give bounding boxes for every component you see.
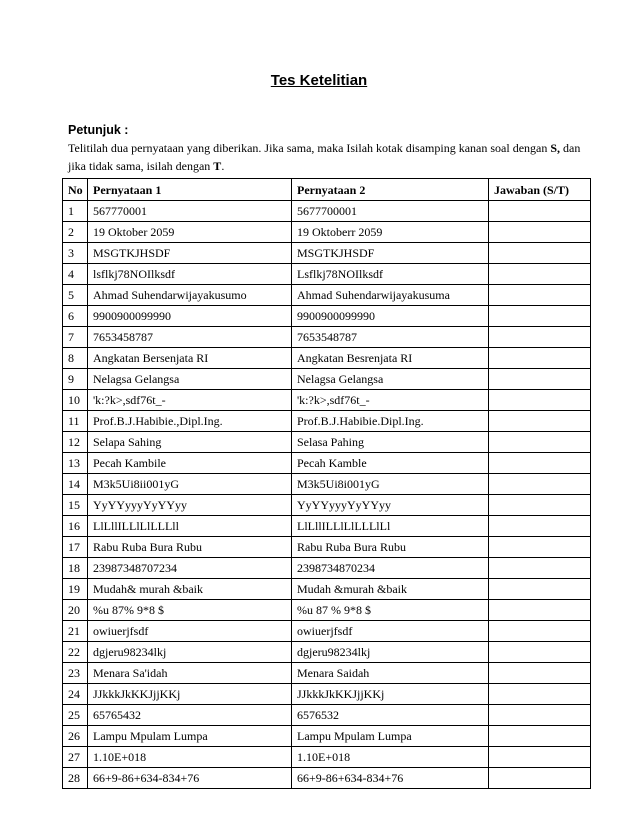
cell-answer[interactable] <box>489 453 591 474</box>
instructions-part1: Telitilah dua pernyataan yang diberikan. Jika sama, maka Isilah kotak disamping kanan soal dengan <box>68 141 551 155</box>
cell-number: 9 <box>63 369 88 390</box>
cell-statement2: Angkatan Besrenjata RI <box>292 348 489 369</box>
cell-number: 23 <box>63 663 88 684</box>
table-row <box>63 411 591 432</box>
cell-answer[interactable] <box>489 390 591 411</box>
cell-number: 17 <box>63 537 88 558</box>
table-row <box>63 621 591 642</box>
header-answer: Jawaban (S/T) <box>489 179 591 201</box>
cell-statement1: 567770001 <box>88 201 292 222</box>
cell-statement2: M3k5Ui8i001yG <box>292 474 489 495</box>
table-row <box>63 369 591 390</box>
cell-statement2: 'k:?k>,sdf76t_- <box>292 390 489 411</box>
cell-statement2: %u 87 % 9*8 $ <box>292 600 489 621</box>
cell-answer[interactable] <box>489 621 591 642</box>
cell-answer[interactable] <box>489 327 591 348</box>
table-row <box>63 243 591 264</box>
table-row <box>63 642 591 663</box>
cell-statement2: 19 Oktoberr 2059 <box>292 222 489 243</box>
table-row <box>63 264 591 285</box>
cell-statement1: %u 87% 9*8 $ <box>88 600 292 621</box>
cell-statement1: 9900900099990 <box>88 306 292 327</box>
cell-answer[interactable] <box>489 222 591 243</box>
table-row <box>63 579 591 600</box>
cell-statement2: 5677700001 <box>292 201 489 222</box>
table-row <box>63 285 591 306</box>
cell-number: 8 <box>63 348 88 369</box>
cell-answer[interactable] <box>489 558 591 579</box>
cell-number: 6 <box>63 306 88 327</box>
table-row <box>63 201 591 222</box>
table-row <box>63 684 591 705</box>
instructions-part2: dan jika tidak sama, isilah dengan <box>68 141 581 173</box>
cell-answer[interactable] <box>489 432 591 453</box>
cell-number: 19 <box>63 579 88 600</box>
cell-statement1: Menara Sa'idah <box>88 663 292 684</box>
cell-answer[interactable] <box>489 705 591 726</box>
instructions-text <box>68 139 593 175</box>
cell-statement1: Lampu Mpulam Lumpa <box>88 726 292 747</box>
table-row <box>63 495 591 516</box>
instructions-heading: Petunjuk : <box>68 123 129 137</box>
cell-statement2: 2398734870234 <box>292 558 489 579</box>
cell-statement2: 9900900099990 <box>292 306 489 327</box>
table-row <box>63 516 591 537</box>
cell-answer[interactable] <box>489 768 591 789</box>
cell-number: 16 <box>63 516 88 537</box>
table-row <box>63 474 591 495</box>
cell-statement2: YyYYyyyYyYYyy <box>292 495 489 516</box>
cell-answer[interactable] <box>489 495 591 516</box>
cell-answer[interactable] <box>489 684 591 705</box>
cell-statement2: LlLllILLlLlLLLlLl <box>292 516 489 537</box>
table-row <box>63 222 591 243</box>
cell-answer[interactable] <box>489 663 591 684</box>
table-row <box>63 747 591 768</box>
test-table <box>62 178 591 789</box>
cell-statement1: 66+9-86+634-834+76 <box>88 768 292 789</box>
instructions-bold-t: T <box>213 159 222 173</box>
cell-number: 15 <box>63 495 88 516</box>
table-header-row <box>63 179 591 201</box>
header-statement2: Pernyataan 2 <box>292 179 489 201</box>
cell-statement2: Prof.B.J.Habibie.Dipl.Ing. <box>292 411 489 432</box>
cell-statement2: Menara Saidah <box>292 663 489 684</box>
cell-answer[interactable] <box>489 516 591 537</box>
cell-statement1: 7653458787 <box>88 327 292 348</box>
cell-number: 24 <box>63 684 88 705</box>
cell-number: 2 <box>63 222 88 243</box>
cell-statement2: Lsflkj78NOIlksdf <box>292 264 489 285</box>
instructions-part3: . <box>221 159 225 173</box>
cell-statement1: Ahmad Suhendarwijayakusumo <box>88 285 292 306</box>
cell-answer[interactable] <box>489 348 591 369</box>
cell-number: 1 <box>63 201 88 222</box>
cell-statement2: Mudah &murah &baik <box>292 579 489 600</box>
cell-number: 18 <box>63 558 88 579</box>
table-row <box>63 453 591 474</box>
cell-statement1: YyYYyyyYyYYyy <box>88 495 292 516</box>
cell-statement1: Rabu Ruba Bura Rubu <box>88 537 292 558</box>
cell-number: 26 <box>63 726 88 747</box>
cell-statement1: 19 Oktober 2059 <box>88 222 292 243</box>
cell-statement2: owiuerjfsdf <box>292 621 489 642</box>
cell-statement1: 1.10E+018 <box>88 747 292 768</box>
cell-number: 21 <box>63 621 88 642</box>
cell-statement2: 66+9-86+634-834+76 <box>292 768 489 789</box>
cell-number: 14 <box>63 474 88 495</box>
table-row <box>63 348 591 369</box>
cell-statement1: Prof.B.J.Habibie.,Dipl.Ing. <box>88 411 292 432</box>
header-statement1: Pernyataan 1 <box>88 179 292 201</box>
cell-number: 7 <box>63 327 88 348</box>
cell-answer[interactable] <box>489 243 591 264</box>
cell-statement2: MSGTKJHSDF <box>292 243 489 264</box>
cell-statement1: Selapa Sahing <box>88 432 292 453</box>
cell-statement1: Pecah Kambile <box>88 453 292 474</box>
table-row <box>63 306 591 327</box>
table-body <box>63 201 591 789</box>
cell-answer[interactable] <box>489 642 591 663</box>
cell-number: 11 <box>63 411 88 432</box>
cell-statement1: MSGTKJHSDF <box>88 243 292 264</box>
cell-statement2: Nelagsa Gelangsa <box>292 369 489 390</box>
cell-number: 12 <box>63 432 88 453</box>
cell-number: 28 <box>63 768 88 789</box>
cell-statement1: 23987348707234 <box>88 558 292 579</box>
cell-statement2: Rabu Ruba Bura Rubu <box>292 537 489 558</box>
cell-statement2: Lampu Mpulam Lumpa <box>292 726 489 747</box>
page-title: Tes Ketelitian <box>270 72 368 89</box>
table-row <box>63 705 591 726</box>
table-row <box>63 600 591 621</box>
instructions-bold-s: S, <box>550 141 561 155</box>
cell-statement2: Pecah Kamble <box>292 453 489 474</box>
cell-number: 25 <box>63 705 88 726</box>
header-no: No <box>63 179 88 201</box>
table-row <box>63 432 591 453</box>
cell-statement1: M3k5Ui8ii001yG <box>88 474 292 495</box>
cell-statement1: 'k:?k>,sdf76t_- <box>88 390 292 411</box>
cell-answer[interactable] <box>489 201 591 222</box>
cell-answer[interactable] <box>489 747 591 768</box>
cell-number: 20 <box>63 600 88 621</box>
table-row <box>63 726 591 747</box>
cell-number: 5 <box>63 285 88 306</box>
table-row <box>63 558 591 579</box>
cell-statement1: lsflkj78NOIlksdf <box>88 264 292 285</box>
cell-number: 22 <box>63 642 88 663</box>
cell-statement2: 6576532 <box>292 705 489 726</box>
cell-answer[interactable] <box>489 264 591 285</box>
cell-answer[interactable] <box>489 369 591 390</box>
table-row <box>63 390 591 411</box>
cell-answer[interactable] <box>489 537 591 558</box>
cell-statement2: Selasa Pahing <box>292 432 489 453</box>
cell-answer[interactable] <box>489 600 591 621</box>
cell-statement1: Nelagsa Gelangsa <box>88 369 292 390</box>
cell-answer[interactable] <box>489 726 591 747</box>
cell-answer[interactable] <box>489 474 591 495</box>
table-row <box>63 663 591 684</box>
table-row <box>63 768 591 789</box>
cell-statement1: JJkkkJkKKJjjKKj <box>88 684 292 705</box>
cell-answer[interactable] <box>489 285 591 306</box>
cell-statement1: dgjeru98234lkj <box>88 642 292 663</box>
cell-statement2: Ahmad Suhendarwijayakusuma <box>292 285 489 306</box>
cell-statement1: Angkatan Bersenjata RI <box>88 348 292 369</box>
cell-statement2: dgjeru98234lkj <box>292 642 489 663</box>
cell-number: 4 <box>63 264 88 285</box>
table-row <box>63 537 591 558</box>
cell-statement2: 1.10E+018 <box>292 747 489 768</box>
cell-answer[interactable] <box>489 306 591 327</box>
cell-answer[interactable] <box>489 411 591 432</box>
cell-number: 13 <box>63 453 88 474</box>
cell-answer[interactable] <box>489 579 591 600</box>
cell-number: 10 <box>63 390 88 411</box>
cell-statement1: LlLllILLlLlLLLll <box>88 516 292 537</box>
cell-number: 27 <box>63 747 88 768</box>
cell-statement1: 65765432 <box>88 705 292 726</box>
cell-statement1: Mudah& murah &baik <box>88 579 292 600</box>
cell-statement1: owiuerjfsdf <box>88 621 292 642</box>
table-row <box>63 327 591 348</box>
cell-statement2: 7653548787 <box>292 327 489 348</box>
cell-statement2: JJkkkJkKKJjjKKj <box>292 684 489 705</box>
cell-number: 3 <box>63 243 88 264</box>
